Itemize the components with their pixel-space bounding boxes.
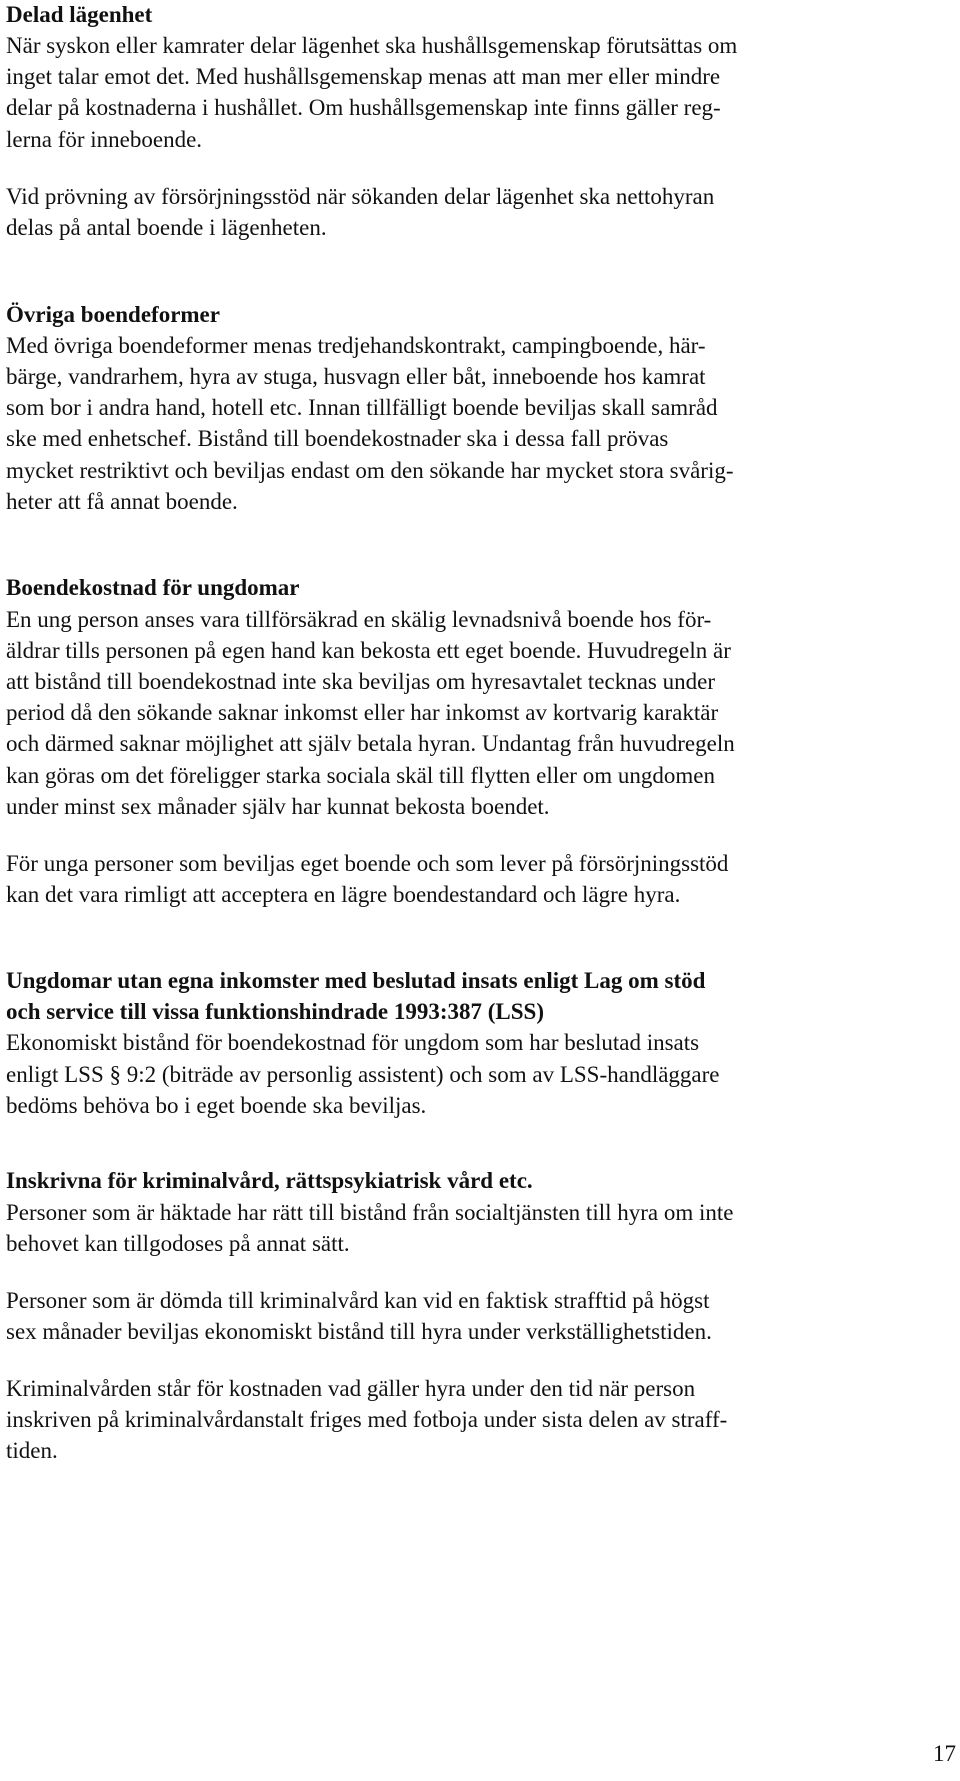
paragraph-line: Med övriga boendeformer menas tredjehandskontrakt, campingboende, här- <box>6 333 706 358</box>
paragraph-line: lerna för inneboende. <box>6 127 203 152</box>
section-heading: Ungdomar utan egna inkomster med beslutad insats enligt Lag om stöd <box>6 968 706 993</box>
section-heading: Inskrivna för kriminalvård, rättspsykiatrisk vård etc. <box>6 1168 533 1193</box>
paragraph-line: När syskon eller kamrater delar lägenhet ska hushållsgemenskap förutsättas om <box>6 33 738 58</box>
paragraph-line: delas på antal boende i lägenheten. <box>6 215 327 240</box>
paragraph-line: delar på kostnaderna i hushållet. Om hushållsgemenskap inte finns gäller reg- <box>6 95 721 120</box>
paragraph-line: bedöms behöva bo i eget boende ska beviljas. <box>6 1093 427 1118</box>
paragraph-line: äldrar tills personen på egen hand kan bekosta ett eget boende. Huvudregeln är <box>6 638 731 663</box>
paragraph-line: period då den sökande saknar inkomst eller har inkomst av kortvarig karaktär <box>6 700 719 725</box>
paragraph-line: För unga personer som beviljas eget boende och som lever på försörjningsstöd <box>6 851 729 876</box>
section-heading: Övriga boendeformer <box>6 302 220 327</box>
paragraph-line: ske med enhetschef. Bistånd till boendekostnader ska i dessa fall prövas <box>6 426 669 451</box>
paragraph-line: behovet kan tillgodoses på annat sätt. <box>6 1231 350 1256</box>
paragraph-line: tiden. <box>6 1438 58 1463</box>
paragraph-line: enligt LSS § 9:2 (biträde av personlig assistent) och som av LSS-handläggare <box>6 1062 720 1087</box>
page-number: 17 <box>933 1741 956 1766</box>
paragraph-line: sex månader beviljas ekonomiskt bistånd till hyra under verkställighetstiden. <box>6 1319 712 1344</box>
paragraph-line: som bor i andra hand, hotell etc. Innan tillfälligt boende beviljas skall samråd <box>6 395 718 420</box>
paragraph-line: kan det vara rimligt att acceptera en lägre boendestandard och lägre hyra. <box>6 882 681 907</box>
paragraph-line: En ung person anses vara tillförsäkrad en skälig levnadsnivå boende hos för- <box>6 607 712 632</box>
paragraph-line: att bistånd till boendekostnad inte ska beviljas om hyresavtalet tecknas under <box>6 669 715 694</box>
paragraph-line: Personer som är häktade har rätt till bistånd från socialtjänsten till hyra om inte <box>6 1200 734 1225</box>
paragraph-line: och därmed saknar möjlighet att själv betala hyran. Undantag från huvudregeln <box>6 731 735 756</box>
paragraph-line: Ekonomiskt bistånd för boendekostnad för ungdom som har beslutad insats <box>6 1030 700 1055</box>
paragraph-line: bärge, vandrarhem, hyra av stuga, husvagn eller båt, inneboende hos kamrat <box>6 364 706 389</box>
paragraph-line: heter att få annat boende. <box>6 489 238 514</box>
paragraph-line: mycket restriktivt och beviljas endast om den sökande har mycket stora svårig- <box>6 458 734 483</box>
paragraph-line: Vid prövning av försörjningsstöd när sökanden delar lägenhet ska nettohyran <box>6 184 715 209</box>
paragraph-line: inskriven på kriminalvårdanstalt friges med fotboja under sista delen av straff- <box>6 1407 728 1432</box>
paragraph-line: Personer som är dömda till kriminalvård kan vid en faktisk strafftid på högst <box>6 1288 710 1313</box>
paragraph-line: under minst sex månader själv har kunnat bekosta boendet. <box>6 794 550 819</box>
section-heading: Boendekostnad för ungdomar <box>6 575 300 600</box>
paragraph-line: kan göras om det föreligger starka sociala skäl till flytten eller om ungdomen <box>6 763 715 788</box>
section-heading: och service till vissa funktionshindrade 1993:387 (LSS) <box>6 999 544 1024</box>
section-heading: Delad lägenhet <box>6 2 153 27</box>
paragraph-line: Kriminalvården står för kostnaden vad gäller hyra under den tid när person <box>6 1376 696 1401</box>
paragraph-line: inget talar emot det. Med hushållsgemenskap menas att man mer eller mindre <box>6 64 721 89</box>
